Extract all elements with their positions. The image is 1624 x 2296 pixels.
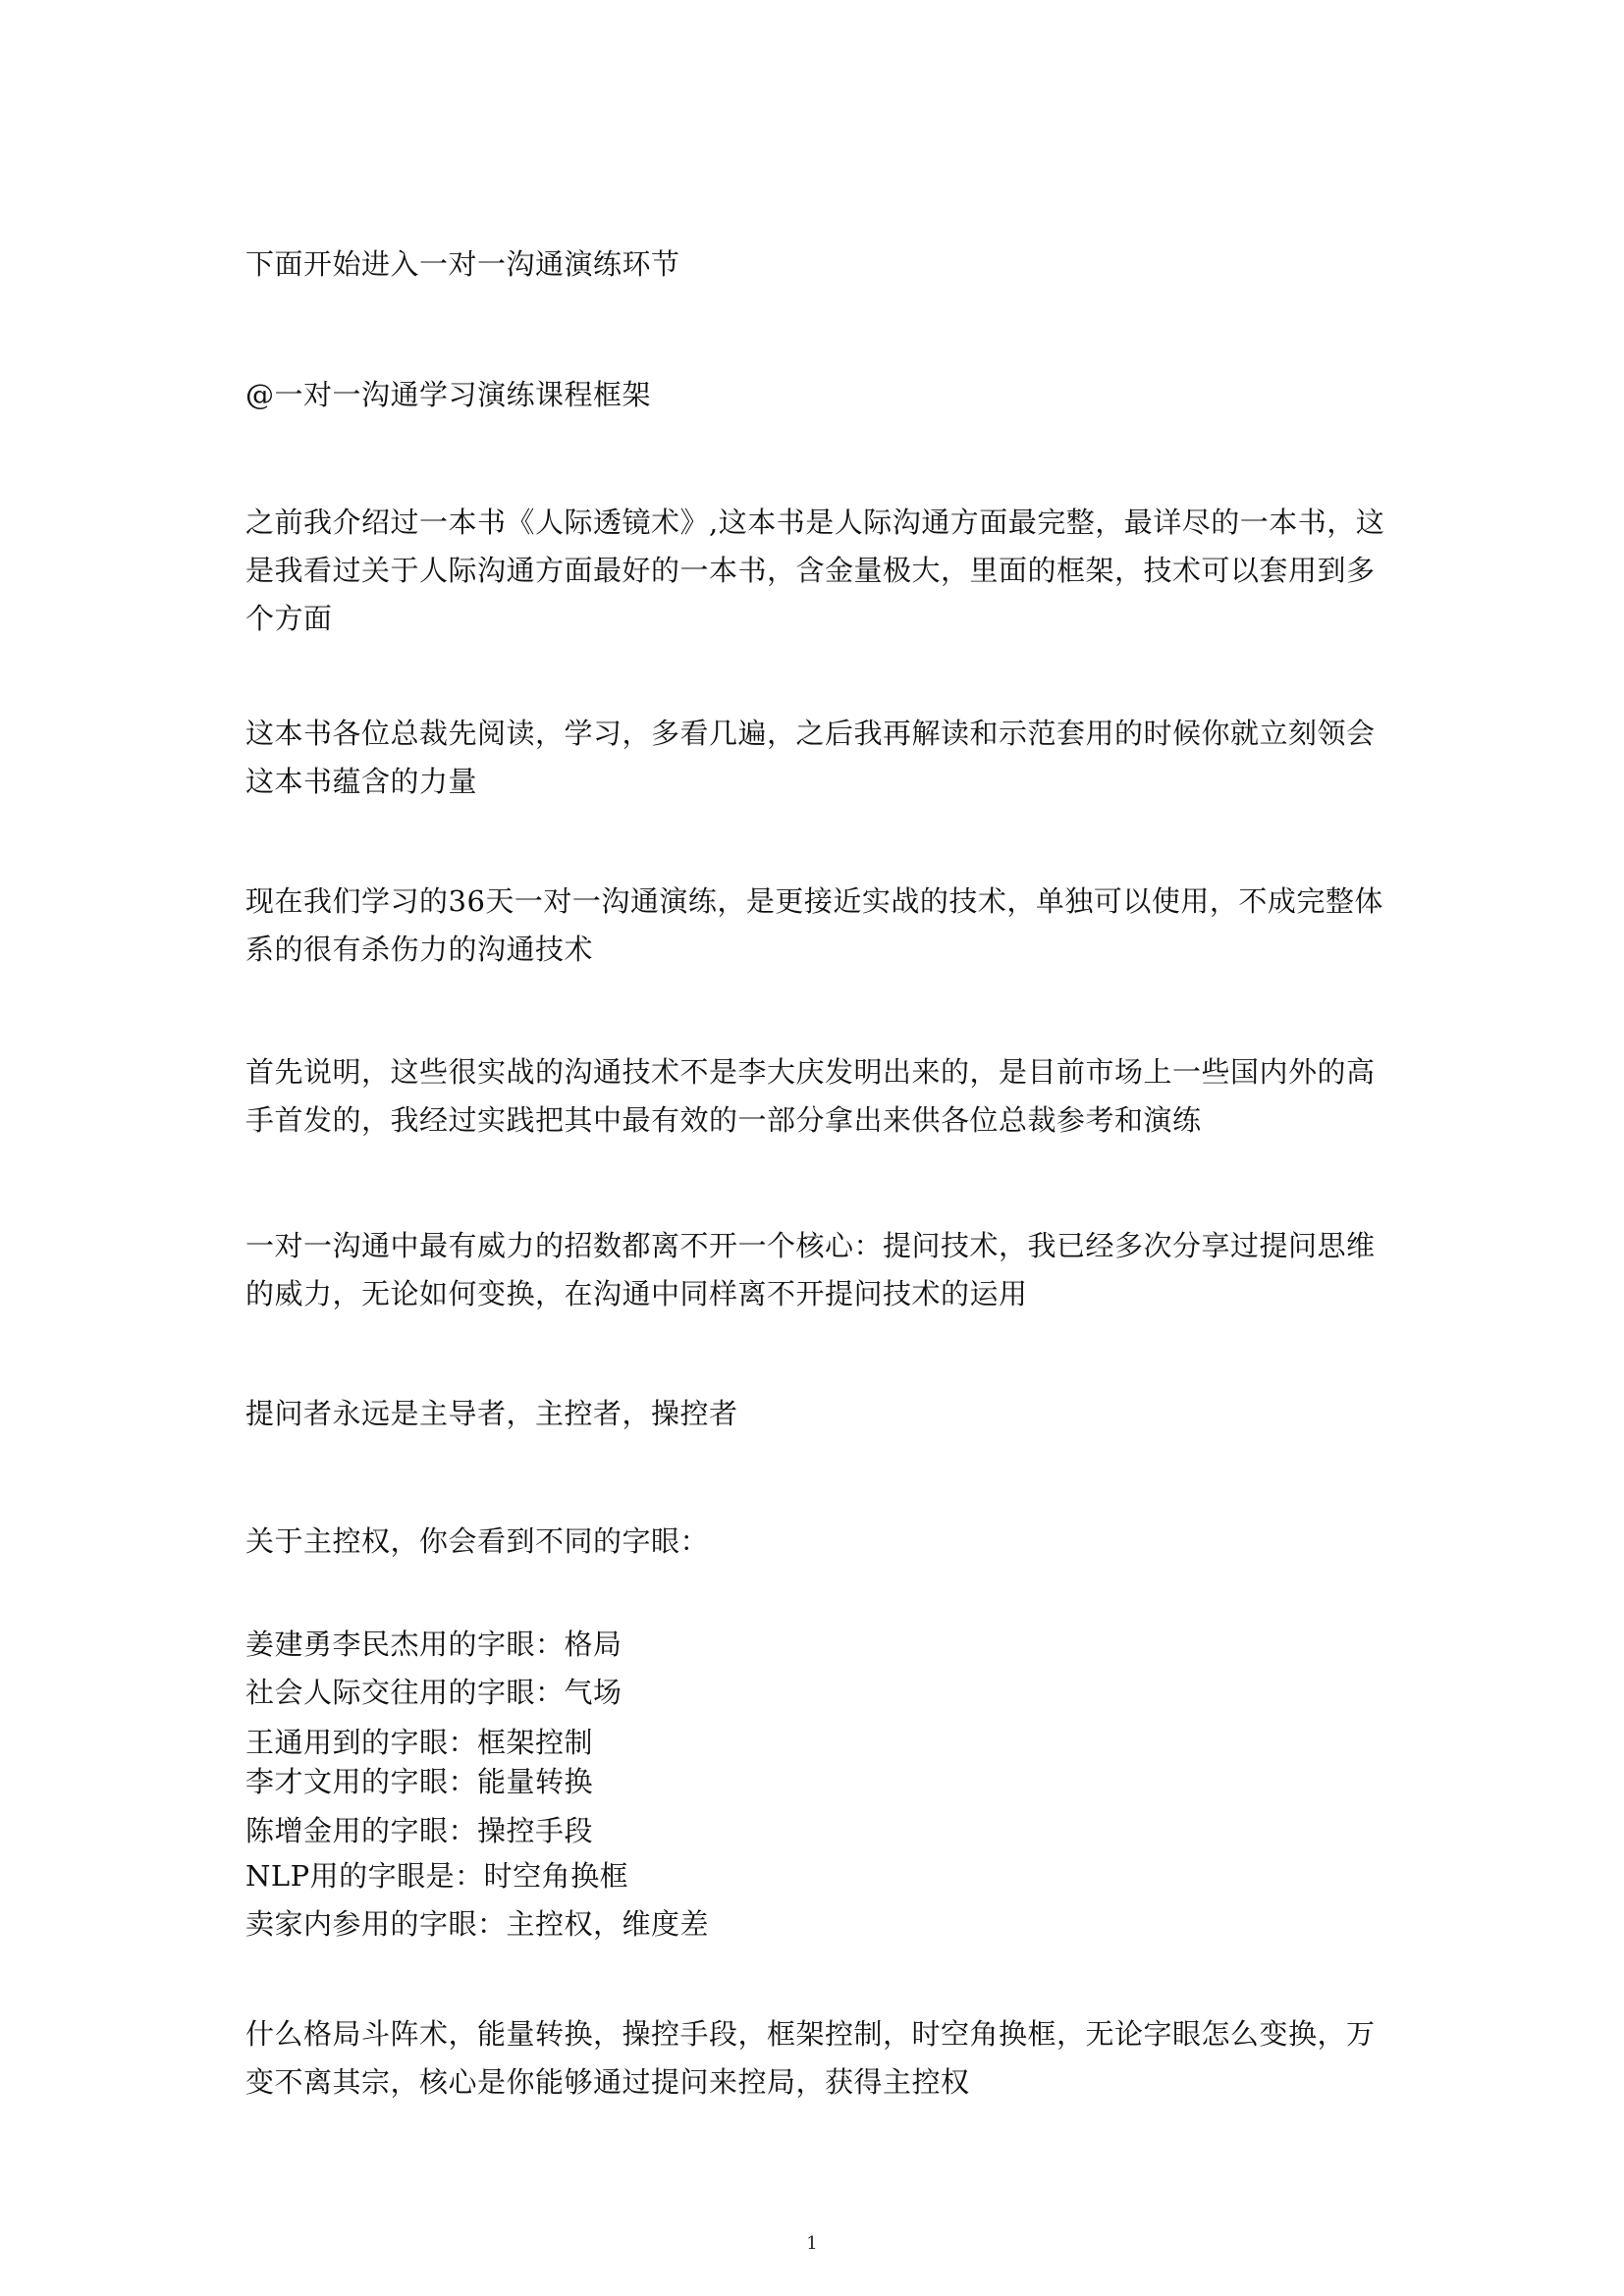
keyword-list-item: 姜建勇李民杰用的字眼：格局 [245, 1628, 623, 1661]
paragraph-conclusion: 什么格局斗阵术，能量转换，操控手段，框架控制，时空角换框，无论字眼怎么变换，万变不离其宗，核心是你能够通过提问来控局，获得主控权 [245, 2017, 1376, 2099]
paragraph-reading-advice: 这本书各位总裁先阅读，学习，多看几遍，之后我再解读和示范套用的时候你就立刻领会这本书蕴含的力量 [245, 717, 1376, 798]
keyword-list-item: 陈增金用的字眼：操控手段 [245, 1814, 594, 1847]
keyword-list-item: 卖家内参用的字眼：主控权，维度差 [245, 1907, 710, 1941]
keyword-list-item: 王通用到的字眼：框架控制 [245, 1726, 594, 1759]
paragraph-source-note: 首先说明，这些很实战的沟通技术不是李大庆发明出来的，是目前市场上一些国内外的高手首发的，我经过实践把其中最有效的一部分拿出来供各位总裁参考和演练 [245, 1055, 1376, 1137]
keyword-list-item: 李才文用的字眼：能量转换 [245, 1765, 594, 1798]
course-framework-title: @一对一沟通学习演练课程框架 [245, 378, 652, 411]
paragraph-questioner-role: 提问者永远是主导者，主控者，操控者 [245, 1397, 738, 1430]
section-heading: 下面开始进入一对一沟通演练环节 [245, 247, 680, 281]
paragraph-control-terms-intro: 关于主控权，你会看到不同的字眼： [245, 1524, 710, 1558]
page-number: 1 [806, 2233, 818, 2254]
paragraph-book-intro: 之前我介绍过一本书《人际透镜术》,这本书是人际沟通方面最完整，最详尽的一本书，这是我看过关于人际沟通方面最好的一本书，含金量极大，里面的框架，技术可以套用到多个方面 [245, 506, 1385, 635]
paragraph-questioning-core: 一对一沟通中最有威力的招数都离不开一个核心：提问技术，我已经多次分享过提问思维的威力，无论如何变换，在沟通中同样离不开提问技术的运用 [245, 1229, 1376, 1310]
keyword-list-item: NLP用的字眼是：时空角换框 [245, 1859, 629, 1893]
keyword-list-item: 社会人际交往用的字眼：气场 [245, 1676, 623, 1709]
paragraph-36-day-practice: 现在我们学习的36天一对一沟通演练，是更接近实战的技术，单独可以使用，不成完整体系的很有杀伤力的沟通技术 [245, 884, 1383, 966]
